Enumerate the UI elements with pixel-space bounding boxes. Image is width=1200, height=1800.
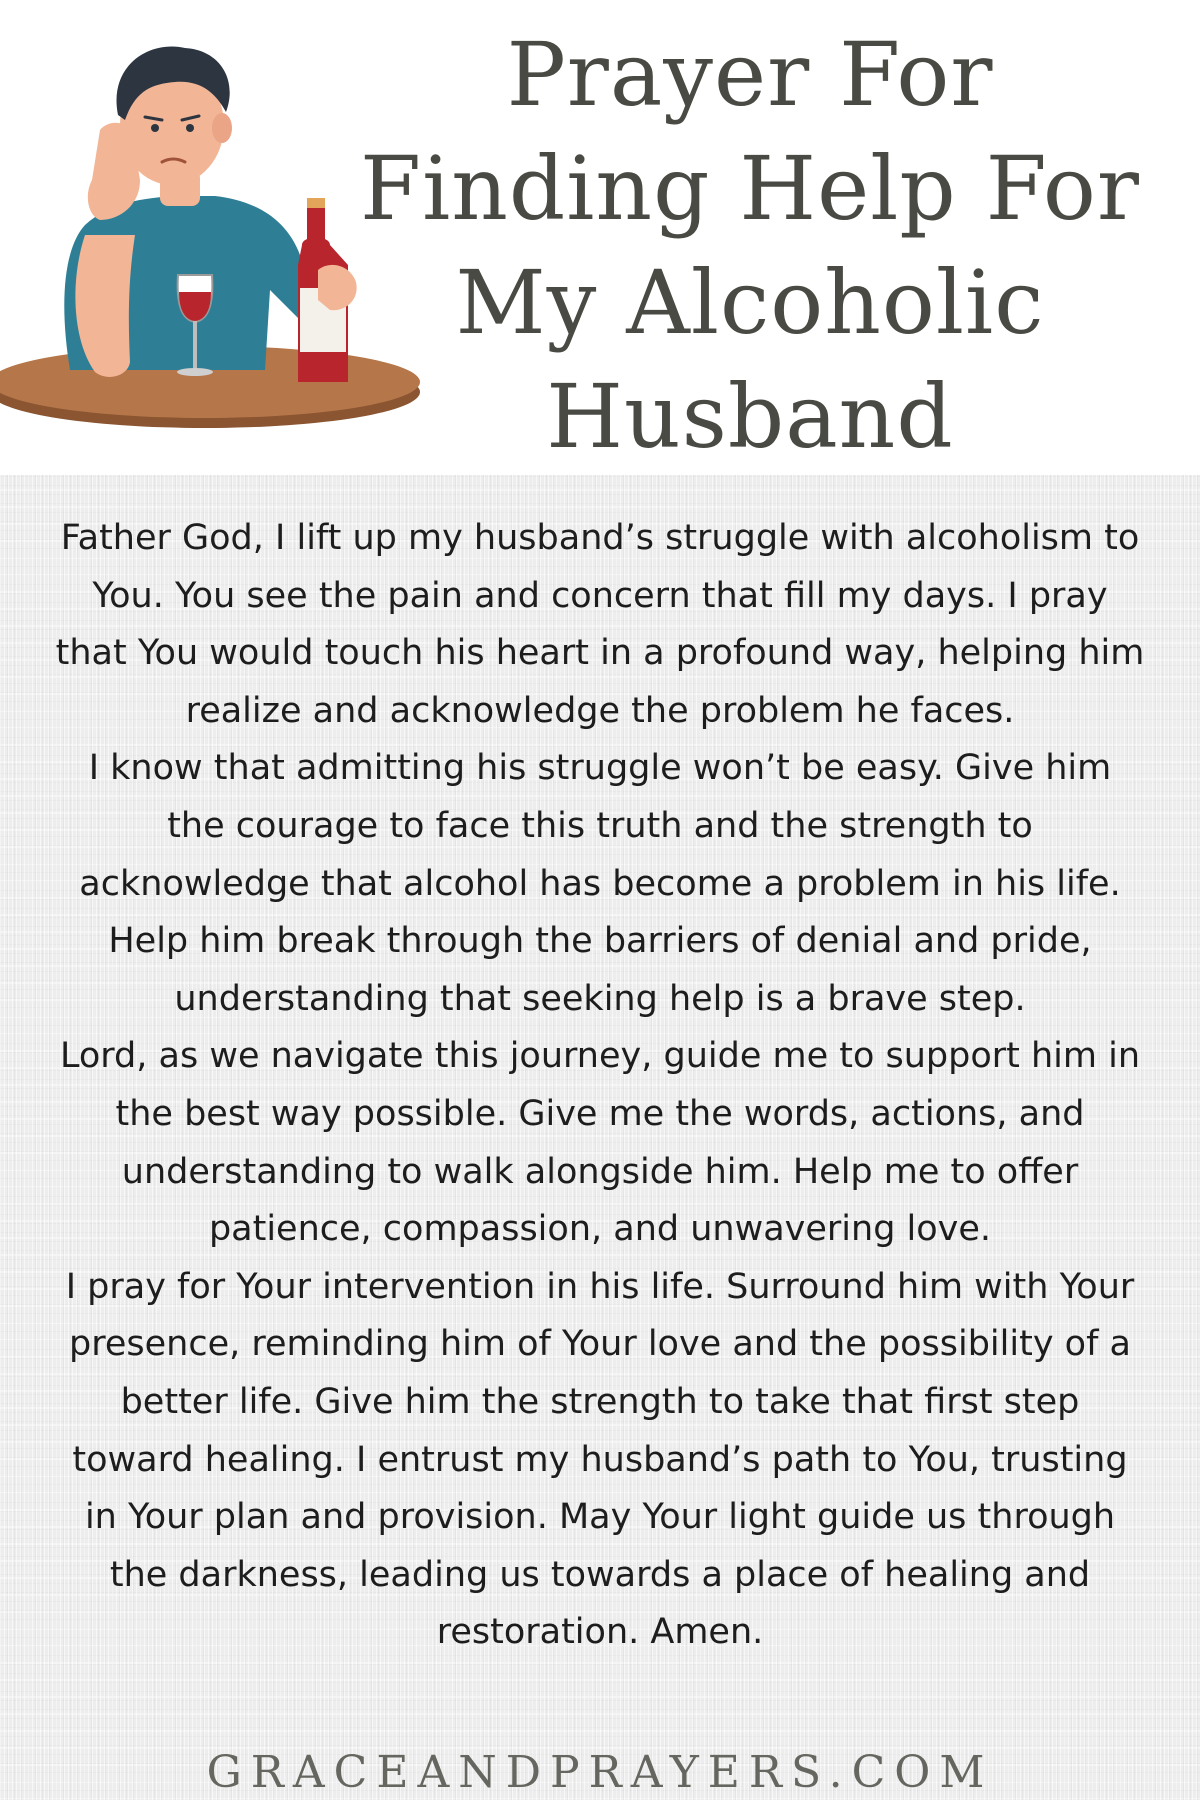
eye-left bbox=[151, 124, 159, 132]
page-title: Prayer For Finding Help For My Alcoholic Husband bbox=[360, 23, 1140, 468]
prayer-paragraph: Lord, as we navigate this journey, guide me to support him in the best way possible. Give me the words, actions, and understanding to walk alongside him. Help me to offer patience, compassion, and unwavering love. bbox=[59, 1036, 1141, 1250]
prayer-paragraph: I pray for Your intervention in his life. Surround him with Your presence, reminding him of Your love and the possibility of a better life. Give him the strength to take that first step toward healing. I entrust my husband’s path to You, trusting in Your plan and provision. May Your light guide us through the darkness, leading us towards a place of healing and restoration. Amen. bbox=[65, 1266, 1135, 1653]
site-url: GRACEANDPRAYERS.COM bbox=[206, 1747, 994, 1798]
bottle-cap bbox=[307, 198, 325, 208]
prayer-text bbox=[55, 510, 1145, 1662]
header bbox=[0, 0, 1200, 475]
glass-stem bbox=[193, 321, 197, 371]
glass-base bbox=[177, 368, 213, 376]
ear bbox=[212, 113, 232, 143]
prayer-paragraph: I know that admitting his struggle won’t be easy. Give him the courage to face this truth and the strength to acknowledge that alcohol has become a problem in his life. Help him break through the barriers of denial and pride, understanding that seeking help is a brave step. bbox=[79, 748, 1121, 1019]
prayer-panel bbox=[0, 475, 1200, 1800]
eye-right bbox=[186, 124, 194, 132]
prayer-paragraph: Father God, I lift up my husband’s struggle with alcoholism to You. You see the pain and concern that fill my days. I pray that You would touch his heart in a profound way, helping him realize and acknowledge the problem he faces. bbox=[55, 518, 1145, 731]
